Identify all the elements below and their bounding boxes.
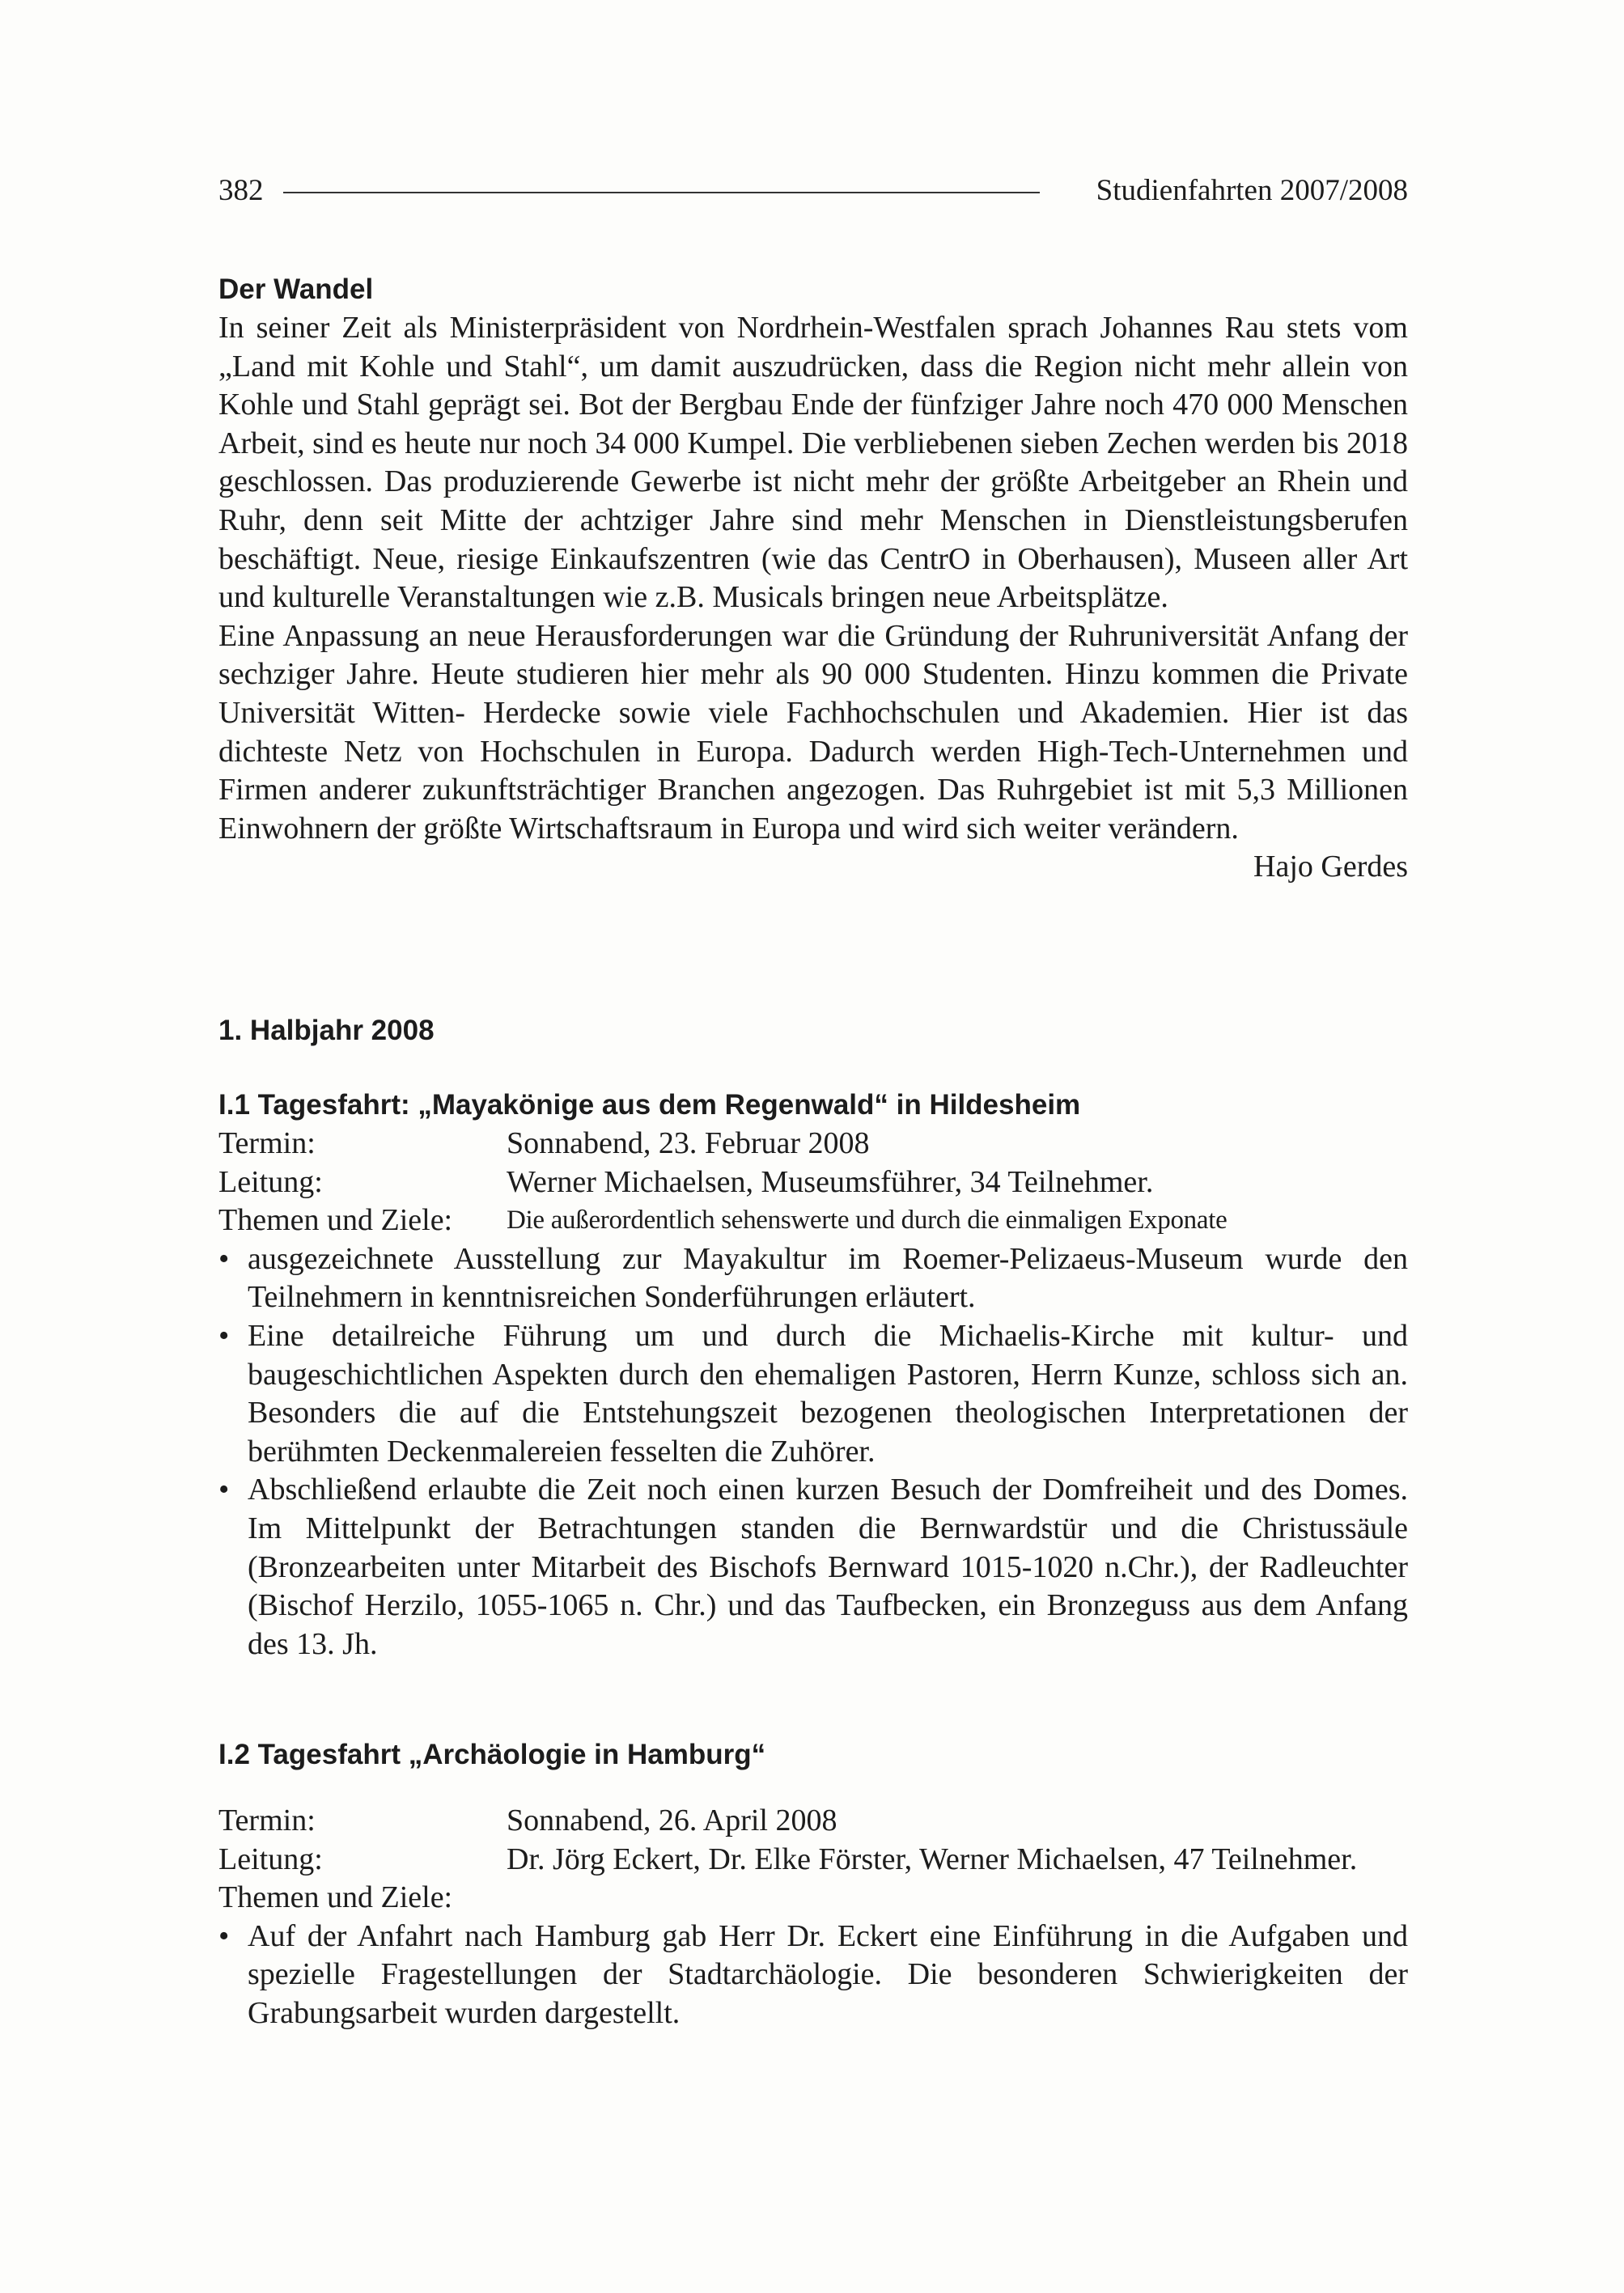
leitung-row <box>218 1841 1408 1880</box>
termin-row <box>218 1802 1408 1841</box>
termin-label: Termin: <box>218 1803 316 1837</box>
themen-row <box>218 1879 1408 1918</box>
list-item <box>218 1240 1408 1317</box>
list-item <box>218 1471 1408 1664</box>
bullet-icon: • <box>218 1318 230 1353</box>
bullet-icon: • <box>218 1473 230 1507</box>
section-heading: Der Wandel <box>218 273 374 305</box>
running-title: Studienfahrten 2007/2008 <box>1096 174 1408 207</box>
termin-row <box>218 1125 1408 1163</box>
list-item <box>218 1317 1408 1471</box>
section-trip-2 <box>218 1736 1408 2033</box>
list-item-text: Auf der Anfahrt nach Hamburg gab Herr Dr. Eckert eine Einführung in die Aufgaben und spezielle Fragestellungen der Stadtarchäologie. Die besonderen Schwierigkeiten der Grabungsarbeit wurden dargestellt. <box>248 1918 1408 2030</box>
bullet-icon: • <box>218 1241 230 1276</box>
bullet-icon: • <box>218 1918 230 1953</box>
leitung-row <box>218 1163 1408 1202</box>
section-trip-1 <box>218 1086 1408 1664</box>
termin-value: Sonnabend, 26. April 2008 <box>507 1803 837 1837</box>
leitung-label: Leitung: <box>218 1164 323 1199</box>
section-der-wandel <box>218 270 1408 887</box>
list-item-text: Abschließend erlaubte die Zeit noch einen kurzen Besuch der Domfreiheit und des Domes. Im Mittelpunkt der Betrachtungen standen die Bernwardstür und die Christussäule (Bronzearbeiten unter Mitarbeit des Bischofs Bernward 1015-1020 n.Chr.), der Radleuchter (Bischof Herzilo, 1055-1065 n. Chr.) und das Taufbecken, ein Bronzeguss aus dem Anfang des 13. Jh. <box>248 1473 1408 1661</box>
termin-value: Sonnabend, 23. Februar 2008 <box>507 1126 870 1160</box>
themen-label: Themen und Ziele: <box>218 1203 453 1238</box>
page-number: 382 <box>218 174 264 207</box>
themen-value: Die außerordentlich sehenswerte und durch die einmaligen Exponate <box>507 1206 1228 1236</box>
list-item <box>218 1918 1408 2033</box>
themen-row <box>218 1202 1408 1240</box>
leitung-value: Dr. Jörg Eckert, Dr. Elke Förster, Werner Michaelsen, 47 Teilnehmer. <box>507 1842 1358 1876</box>
author-signature: Hajo Gerdes <box>1253 850 1408 884</box>
paragraph: Eine Anpassung an neue Herausforderungen war die Gründung der Ruhruniversität Anfang der sechziger Jahre. Heute studieren hier mehr als 90 000 Studenten. Hinzu kommen die Private Universität Witten- Herdecke sowie viele Fachhochschulen und Akademien. Hier ist das dichteste Netz von Hochschulen in Europa. Dadurch werden High-Tech-Unternehmen und Firmen anderer zukunftsträchtiger Branchen angezogen. Das Ruhrgebiet ist mit 5,3 Millionen Einwohnern der größte Wirtschaftsraum in Europa und wird sich weiter verändern. <box>218 618 1408 846</box>
section-halbjahr <box>218 1011 1408 1050</box>
trip-2-bullets <box>218 1918 1408 2033</box>
list-item-text: ausgezeichnete Ausstellung zur Mayakultur im Roemer-Pelizaeus-Museum wurde den Teilnehmern in kenntnisreichen Sonderführungen erläutert. <box>248 1241 1408 1315</box>
trip-1-bullets <box>218 1240 1408 1664</box>
paragraph: In seiner Zeit als Ministerpräsident von Nordrhein-Westfalen sprach Johannes Rau stets vom „Land mit Kohle und Stahl“, um damit auszudrücken, dass die Region nicht mehr allein von Kohle und Stahl geprägt sei. Bot der Bergbau Ende der fünfziger Jahre noch 470 000 Menschen Arbeit, sind es heute nur noch 34 000 Kumpel. Die verbliebenen sieben Zechen werden bis 2018 geschlossen. Das produzierende Gewerbe ist nicht mehr der größte Arbeitgeber an Rhein und Ruhr, denn seit Mitte der achtziger Jahre sind mehr Menschen in Dienstleistungsberufen beschäftigt. Neue, riesige Einkaufszentren (wie das CentrO in Oberhausen), Museen aller Art und kulturelle Veranstaltungen wie z.B. Musicals bringen neue Arbeitsplätze. <box>218 311 1408 615</box>
header-rule <box>283 192 1040 193</box>
section-heading: 1. Halbjahr 2008 <box>218 1015 435 1046</box>
trip-heading: I.1 Tagesfahrt: „Mayakönige aus dem Regenwald“ in Hildesheim <box>218 1089 1081 1121</box>
themen-label: Themen und Ziele: <box>218 1880 453 1915</box>
running-head <box>218 170 1408 212</box>
leitung-value: Werner Michaelsen, Museumsführer, 34 Teilnehmer. <box>507 1164 1154 1199</box>
leitung-label: Leitung: <box>218 1842 323 1876</box>
trip-heading: I.2 Tagesfahrt „Archäologie in Hamburg“ <box>218 1739 766 1770</box>
termin-label: Termin: <box>218 1126 316 1160</box>
list-item-text: Eine detailreiche Führung um und durch die Michaelis-Kirche mit kultur- und baugeschichtlichen Aspekten durch den ehemaligen Pastoren, Herrn Kunze, schloss sich an. Besonders die auf die Entstehungszeit bezogenen theologischen Interpretationen der berühmten Deckenmalereien fesselten die Zuhörer. <box>248 1318 1408 1469</box>
